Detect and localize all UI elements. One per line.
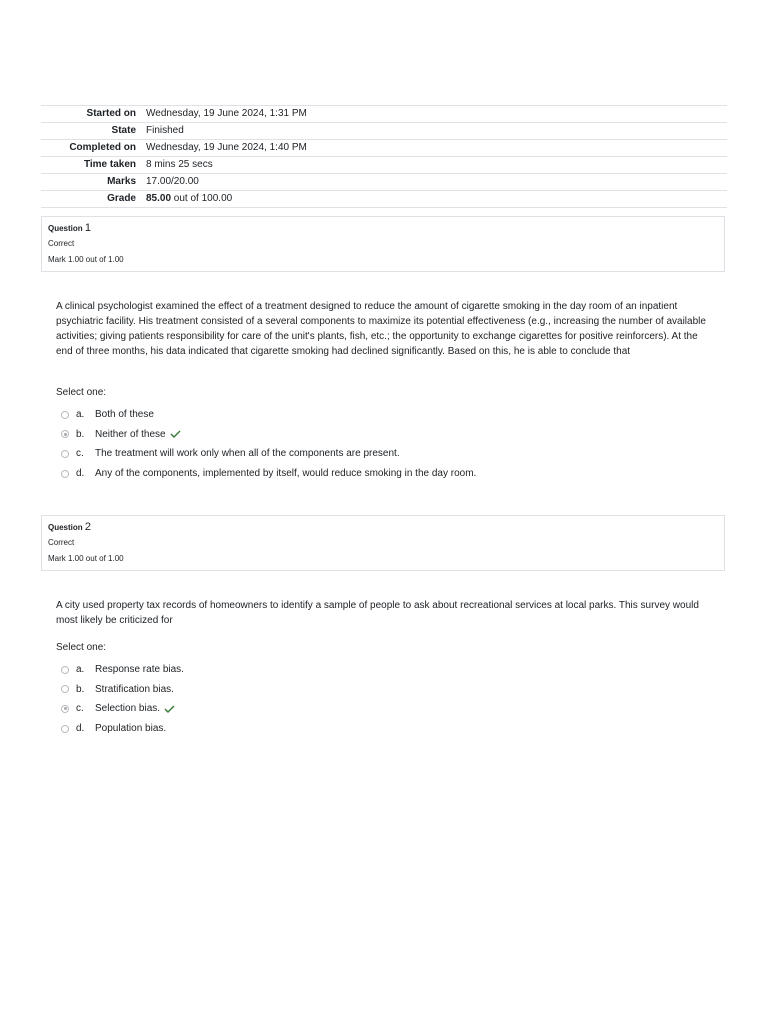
radio-icon[interactable] [61, 725, 69, 733]
answer-letter: c. [76, 703, 84, 715]
summary-label: Marks [41, 174, 141, 191]
summary-row-grade [41, 191, 727, 208]
answer-text: Response rate bias. [95, 664, 184, 676]
radio-icon[interactable] [61, 685, 69, 693]
question-number-value: 1 [84, 222, 92, 234]
checkmark-icon [164, 705, 175, 713]
summary-label: Started on [41, 106, 141, 123]
question-2-text: A city used property tax records of homeowners to identify a sample of people to ask about recreational services at local parks. This survey would most likely be criticized for [56, 600, 699, 626]
summary-row-time-taken [41, 157, 727, 174]
radio-icon[interactable] [61, 666, 69, 674]
answer-text: Any of the components, implemented by itself, would reduce smoking in the day room. [95, 468, 477, 480]
grade-out-of: out of 100.00 [171, 193, 233, 204]
question-state: Correct [48, 538, 75, 547]
answer-text: Stratification bias. [95, 683, 174, 695]
answer-text: Neither of these [95, 428, 166, 440]
radio-icon[interactable] [61, 705, 69, 713]
radio-icon[interactable] [61, 450, 69, 458]
answer-letter: d. [76, 468, 85, 480]
answer-option-c[interactable] [56, 444, 716, 464]
answer-letter: b. [76, 683, 85, 695]
answer-option-b[interactable] [56, 425, 716, 445]
answer-letter: b. [76, 428, 85, 440]
radio-icon[interactable] [61, 411, 69, 419]
summary-value: 17.00/20.00 [141, 174, 727, 191]
question-2-prompt: Select one: [56, 642, 107, 653]
summary-row-started-on [41, 106, 727, 123]
answer-text: Population bias. [95, 723, 167, 735]
answer-option-d[interactable] [56, 719, 716, 739]
question-number-value: 2 [84, 521, 92, 533]
radio-icon[interactable] [61, 470, 69, 478]
checkmark-icon [170, 430, 181, 438]
answer-option-a[interactable] [56, 405, 716, 425]
question-1-prompt: Select one: [56, 387, 107, 398]
answer-option-b[interactable] [56, 680, 716, 700]
question-label: Question [48, 523, 83, 532]
answer-letter: a. [76, 409, 85, 421]
answer-letter: d. [76, 723, 85, 735]
question-grade: Mark 1.00 out of 1.00 [48, 255, 124, 264]
summary-label: Grade [41, 191, 141, 208]
question-state: Correct [48, 239, 75, 248]
question-number [48, 221, 718, 236]
summary-value [141, 191, 727, 208]
question-label: Question [48, 224, 83, 233]
question-1-text: A clinical psychologist examined the effect of a treatment designed to reduce the amount of cigarette smoking in the day room of an inpatient psychiatric facility. His treatment consisted of a several components to maximize its potential effectiveness (e.g., increasing the number of available activities; giving patients responsibility for care of the unit's plants, fish, etc.; the opportunity to exchange cigarettes for positive reinforcers). At the end of three months, his data indicated that cigarette smoking had declined significantly. Based on this, he is able to conclude that [56, 301, 706, 357]
radio-icon[interactable] [61, 430, 69, 438]
summary-row-completed-on [41, 140, 727, 157]
summary-row-marks [41, 174, 727, 191]
question-2-answers [56, 660, 716, 738]
summary-value: Finished [141, 123, 727, 140]
summary-label: Time taken [41, 157, 141, 174]
answer-text: Both of these [95, 409, 154, 421]
summary-label: Completed on [41, 140, 141, 157]
question-2-info [41, 515, 725, 571]
answer-option-a[interactable] [56, 660, 716, 680]
summary-row-state [41, 123, 727, 140]
answer-letter: a. [76, 664, 85, 676]
answer-option-d[interactable] [56, 464, 716, 484]
attempt-summary-table [41, 105, 727, 208]
answer-option-c[interactable] [56, 699, 716, 719]
question-1-answers [56, 405, 716, 483]
answer-text: The treatment will work only when all of the components are present. [95, 448, 400, 460]
answer-text: Selection bias. [95, 703, 161, 715]
question-number [48, 520, 718, 535]
summary-label: State [41, 123, 141, 140]
question-1-info [41, 216, 725, 272]
summary-value: Wednesday, 19 June 2024, 1:31 PM [141, 106, 727, 123]
grade-value: 85.00 [146, 193, 172, 204]
answer-letter: c. [76, 448, 84, 460]
question-grade: Mark 1.00 out of 1.00 [48, 554, 124, 563]
summary-value: 8 mins 25 secs [141, 157, 727, 174]
summary-value: Wednesday, 19 June 2024, 1:40 PM [141, 140, 727, 157]
